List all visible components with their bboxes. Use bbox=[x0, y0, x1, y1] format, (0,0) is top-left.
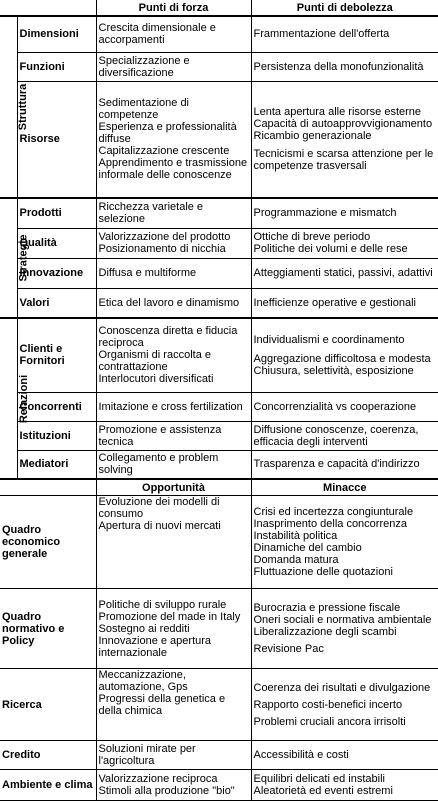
weaknesses-cell: Concorrenzialità vs cooperazione bbox=[251, 392, 438, 421]
strengths-cell: Sedimentazione di competenze Esperienza e professionalità diffuse Capitalizzazione crescente Apprendimento e trasmissione informale delle conoscenze bbox=[96, 81, 251, 198]
row-clienti-fornitori bbox=[0, 318, 438, 392]
row-label: Risorse bbox=[17, 81, 96, 198]
header-row bbox=[0, 0, 438, 16]
weaknesses-cell: Diffusione conoscenze, coerenza, efficacia degli interventi bbox=[251, 421, 438, 450]
weaknesses-cell: Trasparenza e capacità d'indirizzo bbox=[251, 450, 438, 479]
row-label: Istituzioni bbox=[17, 421, 96, 450]
row-quadro-normativo bbox=[0, 589, 438, 669]
row-label: Quadro economico generale bbox=[0, 496, 96, 589]
row-concorrenti bbox=[0, 392, 438, 421]
section-struttura: Struttura bbox=[0, 16, 17, 198]
row-prodotti bbox=[0, 198, 438, 228]
threats-cell: Equilibri delicati ed instabili Aleatorietà ed eventi estremi bbox=[251, 770, 438, 801]
weaknesses-cell: Frammentazione dell'offerta bbox=[251, 16, 438, 52]
row-label: Ricerca bbox=[0, 669, 96, 741]
strengths-cell: Diffusa e multiforme bbox=[96, 258, 251, 288]
row-dimensioni bbox=[0, 16, 438, 52]
weaknesses-cell: Individualismi e coordinamento Aggregazione difficoltosa e modesta Chiusura, selettività, esposizione bbox=[251, 318, 438, 392]
row-label: Funzioni bbox=[17, 52, 96, 81]
opportunities-cell: Politiche di sviluppo rurale Promozione del made in Italy Sostegno ai redditi Innovazione e apertura internazionale bbox=[96, 589, 251, 669]
strengths-cell: Promozione e assistenza tecnica bbox=[96, 421, 251, 450]
row-mediatori bbox=[0, 450, 438, 479]
row-label: Dimensioni bbox=[17, 16, 96, 52]
row-label: Quadro normativo e Policy bbox=[0, 589, 96, 669]
opportunities-cell: Valorizzazione reciproca Stimoli alla produzione "bio" bbox=[96, 770, 251, 801]
opportunities-cell: Meccanizzazione, automazione, Gps Progressi della genetica e della chimica bbox=[96, 669, 251, 741]
row-valori bbox=[0, 288, 438, 318]
row-ricerca bbox=[0, 669, 438, 741]
opportunities-cell: Soluzioni mirate per l'agricoltura bbox=[96, 741, 251, 770]
threats-cell: Burocrazia e pressione fiscale Oneri sociali e normativa ambientale Liberalizzazione degli scambi Revisione Pac bbox=[251, 589, 438, 669]
row-label: Clienti e Fornitori bbox=[17, 318, 96, 392]
row-credito bbox=[0, 741, 438, 770]
row-risorse bbox=[0, 81, 438, 198]
strengths-cell: Imitazione e cross fertilization bbox=[96, 392, 251, 421]
row-label: Ambiente e clima bbox=[0, 770, 96, 801]
row-istituzioni bbox=[0, 421, 438, 450]
row-label: Mediatori bbox=[17, 450, 96, 479]
strengths-cell: Specializzazione e diversificazione bbox=[96, 52, 251, 81]
threats-cell: Accessibilità e costi bbox=[251, 741, 438, 770]
strengths-cell: Collegamento e problem solving bbox=[96, 450, 251, 479]
row-label: Prodotti bbox=[17, 198, 96, 228]
row-innovazione bbox=[0, 258, 438, 288]
weaknesses-cell: Ottiche di breve periodo Politiche dei volumi e delle rese bbox=[251, 228, 438, 258]
threats-cell: Coerenza dei risultati e divulgazione Rapporto costi-benefici incerto Problemi cruciali ancora irrisolti bbox=[251, 669, 438, 741]
weaknesses-cell: Programmazione e mismatch bbox=[251, 198, 438, 228]
row-label: Credito bbox=[0, 741, 96, 770]
strengths-cell: Etica del lavoro e dinamismo bbox=[96, 288, 251, 318]
header-weaknesses: Punti di debolezza bbox=[251, 0, 438, 16]
row-label: Qualità bbox=[17, 228, 96, 258]
row-qualita bbox=[0, 228, 438, 258]
section-relazioni: Relazioni bbox=[0, 318, 17, 479]
row-quadro-economico bbox=[0, 496, 438, 589]
row-label: Concorrenti bbox=[17, 392, 96, 421]
header-strengths: Punti di forza bbox=[96, 0, 251, 16]
row-funzioni bbox=[0, 52, 438, 81]
weaknesses-cell: Inefficienze operative e gestionali bbox=[251, 288, 438, 318]
weaknesses-cell: Lenta apertura alle risorse esterne Capacità di autoapprovvigionamento Ricambio generazionale Tecnicismi e scarsa attenzione per le competenze trasversali bbox=[251, 81, 438, 198]
header-threats: Minacce bbox=[251, 479, 438, 496]
section-strategie: Strategie bbox=[0, 198, 17, 318]
threats-cell: Crisi ed incertezza congiunturale Inasprimento della concorrenza Instabilità politica Dinamiche del cambio Domanda matura Fluttuazione delle quotazioni bbox=[251, 496, 438, 589]
strengths-cell: Crescita dimensionale e accorpamenti bbox=[96, 16, 251, 52]
header-opportunities: Opportunità bbox=[96, 479, 251, 496]
strengths-cell: Ricchezza varietale e selezione bbox=[96, 198, 251, 228]
strengths-cell: Valorizzazione del prodotto Posizionamento di nicchia bbox=[96, 228, 251, 258]
header-corner bbox=[0, 0, 96, 16]
weaknesses-cell: Persistenza della monofunzionalità bbox=[251, 52, 438, 81]
header-corner bbox=[0, 479, 96, 496]
opportunities-cell: Evoluzione dei modelli di consumo Apertura di nuovi mercati bbox=[96, 496, 251, 589]
row-label: Valori bbox=[17, 288, 96, 318]
strengths-cell: Conoscenza diretta e fiducia reciproca Organismi di raccolta e contrattazione Interlocutori diversificati bbox=[96, 318, 251, 392]
row-ambiente-clima bbox=[0, 770, 438, 801]
weaknesses-cell: Atteggiamenti statici, passivi, adattivi bbox=[251, 258, 438, 288]
row-label: Innovazione bbox=[17, 258, 96, 288]
header-row-external bbox=[0, 479, 438, 496]
